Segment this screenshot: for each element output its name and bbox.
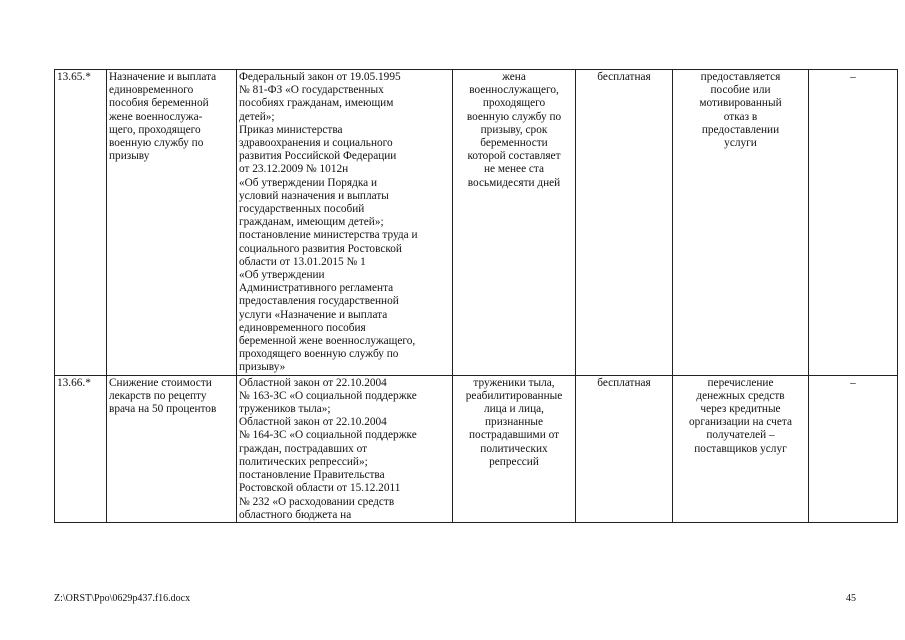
text-line: пособия беременной	[109, 97, 209, 110]
text-line: которой составляет	[467, 150, 561, 163]
recipients	[453, 375, 576, 522]
text-line: Снижение стоимости	[109, 376, 212, 389]
text-line: беременной жене военнослужащего,	[239, 335, 416, 348]
text-line: № 164-ЗС «О социальной поддержке	[239, 429, 417, 442]
text-line: области от 13.01.2015 № 1	[239, 255, 366, 268]
text-line: политических	[480, 442, 548, 455]
text-line: денежных средств	[696, 389, 785, 402]
text-line: граждан, пострадавших от	[239, 442, 368, 455]
text-line: условий назначения и выплаты	[239, 189, 389, 202]
text-line: получателей –	[706, 429, 775, 442]
text-line: постановление Правительства	[239, 469, 385, 482]
text-line: Областной закон от 22.10.2004	[239, 416, 387, 429]
footer-file-path: Z:\ORST\Ppo\0629p437.f16.docx	[54, 593, 191, 604]
text-line: проходящего военную службу по	[239, 348, 399, 361]
text-line: не менее ста	[483, 163, 545, 176]
text-line: пособие или	[710, 84, 771, 97]
text-line: услуги «Назначение и выплата	[239, 308, 388, 321]
text-line: Ростовской области от 15.12.2011	[239, 482, 401, 495]
text-line: здравоохранения и социального	[239, 137, 393, 150]
text-line: единовременного пособия	[239, 321, 366, 334]
payment-type: бесплатная	[576, 375, 673, 522]
text-line: тружеников тыла»;	[239, 403, 331, 416]
text-line: Федеральный закон от 19.05.1995	[239, 71, 401, 83]
text-line: организации на счета	[689, 416, 792, 429]
text-line: жене военнослужа-	[109, 110, 203, 123]
row-number: 13.66.*	[55, 375, 107, 522]
text-line: врача на 50 процентов	[109, 403, 217, 416]
text-line: мотивированный	[699, 97, 782, 110]
text-line: детей»;	[239, 110, 275, 123]
table-row	[55, 70, 898, 376]
text-line: постановление министерства труда и	[239, 229, 418, 242]
service-result	[673, 375, 809, 522]
service-name	[107, 375, 237, 522]
table-body	[55, 70, 898, 523]
text-line: № 232 «О расходовании средств	[239, 495, 395, 508]
text-line: щего, проходящего	[109, 123, 201, 136]
text-line: Назначение и выплата	[109, 71, 217, 83]
text-line: призыву»	[239, 361, 286, 374]
text-line: беременности	[480, 137, 548, 150]
text-line: услуги	[724, 137, 757, 150]
text-line: лекарств по рецепту	[109, 389, 207, 402]
table-row	[55, 375, 898, 522]
text-line: государственных пособий	[239, 203, 365, 216]
text-line: восьмидесяти дней	[467, 176, 561, 189]
text-line: гражданам, имеющим детей»;	[239, 216, 384, 229]
text-line: областного бюджета на	[239, 508, 352, 521]
service-name	[107, 70, 237, 376]
payment-type: бесплатная	[576, 70, 673, 376]
recipients	[453, 70, 576, 376]
text-line: отказ в	[723, 110, 758, 123]
text-line: военнослужащего,	[469, 84, 559, 97]
text-line: «Об утверждении Порядка и	[239, 176, 378, 189]
text-line: Приказ министерства	[239, 123, 343, 136]
text-line: политических репрессий»;	[239, 455, 368, 468]
text-line: предоставления государственной	[239, 295, 399, 308]
text-line: предоставлении	[701, 123, 780, 136]
text-line: лица и лица,	[483, 403, 544, 416]
text-line: предоставляется	[700, 71, 781, 83]
text-line: признанные	[485, 416, 543, 429]
text-line: Областной закон от 22.10.2004	[239, 376, 387, 389]
text-line: социального развития Ростовской	[239, 242, 402, 255]
extra-info: –	[809, 70, 898, 376]
text-line: труженики тыла,	[473, 376, 555, 389]
text-line: перечисление	[707, 376, 774, 389]
text-line: Административного регламента	[239, 282, 394, 295]
footer-page-number: 45	[846, 593, 856, 604]
text-line: единовременного	[109, 84, 194, 97]
text-line: проходящего	[482, 97, 546, 110]
extra-info: –	[809, 375, 898, 522]
text-line: «Об утверждении	[239, 269, 325, 282]
text-line: призыву	[109, 150, 150, 163]
text-line: военную службу по	[466, 110, 562, 123]
text-line: жена	[502, 71, 526, 83]
services-table	[54, 69, 898, 523]
text-line: репрессий	[489, 455, 539, 468]
text-line: пособиях гражданам, имеющим	[239, 97, 394, 110]
legal-basis	[237, 375, 453, 522]
row-number: 13.65.*	[55, 70, 107, 376]
text-line: пострадавшими от	[468, 429, 560, 442]
legal-basis	[237, 70, 453, 376]
text-line: поставщиков услуг	[694, 442, 787, 455]
text-line: № 81-ФЗ «О государственных	[239, 84, 384, 97]
text-line: развития Российской Федерации	[239, 150, 397, 163]
text-line: призыву, срок	[480, 123, 548, 136]
text-line: от 23.12.2009 № 1012н	[239, 163, 349, 176]
text-line: военную службу по	[109, 137, 204, 150]
text-line: через кредитные	[700, 403, 781, 416]
text-line: реабилитированные	[465, 389, 563, 402]
service-result	[673, 70, 809, 376]
text-line: № 163-ЗС «О социальной поддержке	[239, 389, 417, 402]
